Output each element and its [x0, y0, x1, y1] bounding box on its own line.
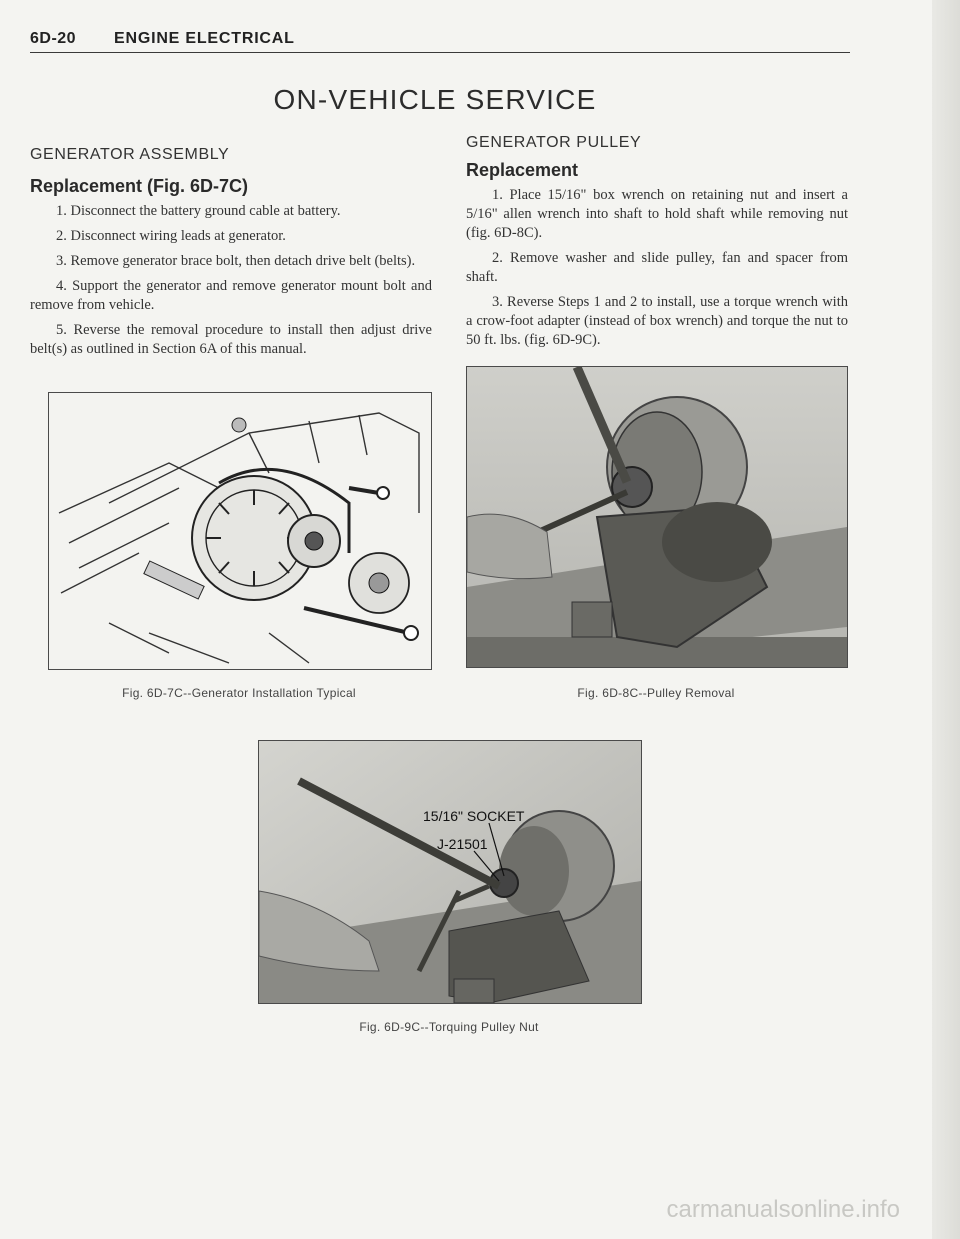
caption-6d-9c: Fig. 6D-9C--Torquing Pulley Nut — [359, 1020, 539, 1034]
step-1: 1. Disconnect the battery ground cable at battery. — [56, 203, 341, 219]
main-title: ON-VEHICLE SERVICE — [273, 84, 597, 115]
step-5: 5. Reverse the removal procedure to install then adjust drive belt(s) as outlined in Section 6A of this manual. — [30, 322, 432, 357]
pulley-step-2: 2. Remove washer and slide pulley, fan and spacer from shaft. — [466, 250, 848, 285]
torquing-pulley-nut-photo — [259, 741, 641, 1003]
replacement-heading: Replacement — [466, 160, 579, 180]
generator-assembly-steps — [30, 202, 432, 365]
pulley-steps — [466, 186, 848, 356]
step-3: 3. Remove generator brace bolt, then detach drive belt (belts). — [56, 253, 416, 269]
caption-6d-8c: Fig. 6D-8C--Pulley Removal — [577, 686, 735, 700]
generator-pulley-heading: GENERATOR PULLEY — [466, 134, 642, 151]
page-edge — [932, 0, 960, 1239]
pulley-removal-photo — [467, 367, 847, 667]
generator-assembly-heading: GENERATOR ASSEMBLY — [30, 146, 230, 163]
step-4: 4. Support the generator and remove generator mount bolt and remove from vehicle. — [30, 278, 432, 313]
figure-6d-8c — [466, 366, 848, 668]
caption-6d-7c: Fig. 6D-7C--Generator Installation Typical — [122, 686, 356, 700]
section-title: ENGINE ELECTRICAL — [114, 30, 295, 47]
pulley-step-3: 3. Reverse Steps 1 and 2 to install, use a torque wrench with a crow-foot adapter (instead of box wrench) and torque the nut to 50 ft. lbs. (fig. 6D-9C). — [466, 294, 848, 348]
generator-installation-drawing — [49, 393, 431, 669]
pulley-step-1: 1. Place 15/16" box wrench on retaining nut and insert a 5/16" allen wrench into shaft to hold shaft while removing nut (fig. 6D-8C). — [466, 187, 848, 241]
step-2: 2. Disconnect wiring leads at generator. — [56, 228, 286, 244]
figure-6d-9c — [258, 740, 642, 1004]
figure-6d-7c — [48, 392, 432, 670]
tool-label: J-21501 — [437, 836, 488, 852]
watermark: carmanualsonline.info — [666, 1196, 900, 1223]
socket-label: 15/16" SOCKET — [423, 808, 525, 824]
page-code: 6D-20 — [30, 30, 77, 47]
page-header — [30, 30, 850, 53]
replacement-7c-heading: Replacement (Fig. 6D-7C) — [30, 176, 249, 196]
